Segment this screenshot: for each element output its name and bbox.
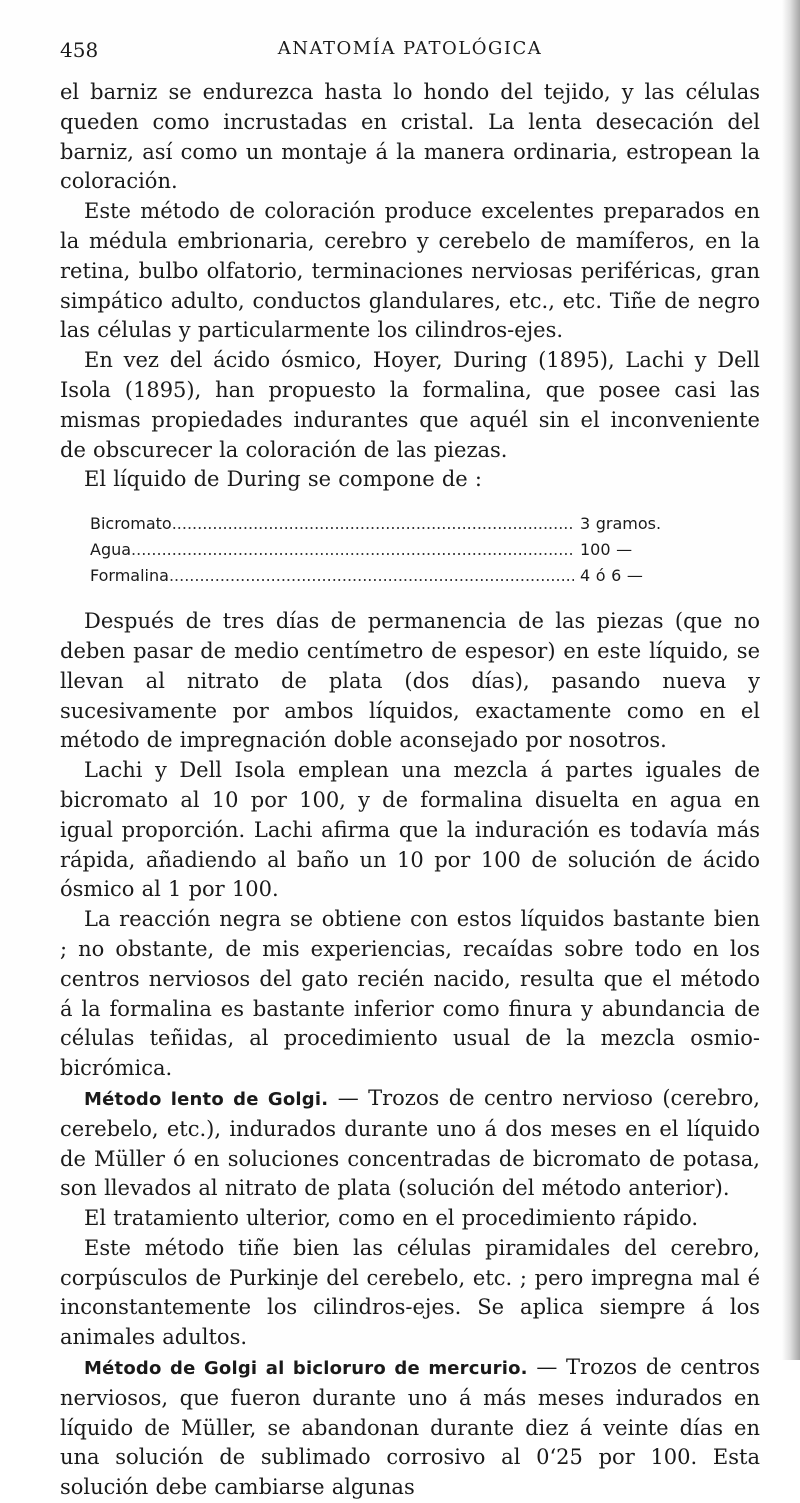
dot-leader (169, 563, 574, 589)
paragraph-4: El líquido de During se compone de : (84, 467, 482, 492)
paragraph-8-text: — Trozos de centro nervioso (cerebro, cerebelo, etc.), indurados durante uno á dos meses en el líquido de Müller ó en soluciones concentradas de bicromato de potasa, son llevados al nitrato de plata (solución del método anterior). (60, 1085, 760, 1201)
paragraph-8 (60, 1084, 760, 1204)
paragraph-6: Lachi y Dell Isola emplean una mezcla á partes iguales de bicromato al 10 por 100, y de formalina disuelta en agua en igual proporción. Lachi afirma que la induración es todavía más rápida, añadiendo al baño un 10 por 100 de solución de ácido ósmico al 1 por 100. (60, 758, 760, 902)
formula-quantity: 4 ó 6 — (580, 566, 643, 586)
body-text (60, 78, 760, 1503)
dot-leader (131, 537, 574, 563)
page-header (60, 34, 760, 64)
formula-row-agua (90, 537, 690, 563)
paragraph-10: Este método tiñe bien las células piramidales del cerebro, corpúsculos de Purkinje del cerebelo, etc. ; pero impregna mal é inconstantemente los cilindros-ejes. Se aplica siempre á los animales adultos. (60, 1235, 760, 1350)
page-number: 458 (60, 38, 99, 62)
paragraph-11 (60, 1353, 760, 1503)
paragraph-2: Este método de coloración produce excelentes preparados en la médula embrionaria, cerebro y cerebelo de mamíferos, en la retina, bulbo olfatorio, terminaciones nerviosas periféricas, gran simpático adulto, conductos glandulares, etc., etc. Tiñe de negro las células y particularmente los cilindros-ejes. (60, 199, 760, 343)
running-head: ANATOMÍA PATOLÓGICA (277, 38, 543, 59)
formula-ingredient: Agua (90, 540, 132, 560)
formula-row-formalina (90, 563, 690, 589)
formula-quantity: 100 — (580, 540, 633, 560)
formula-ingredient: Formalina (90, 566, 169, 586)
formula-quantity: 3 gramos. (580, 514, 662, 534)
paragraph-5: Después de tres días de permanencia de las piezas (que no deben pasar de medio centímetro de espesor) en este líquido, se llevan al nitrato de plata (dos días), pasando nueva y sucesivamente por ambos líquidos, exactamente como en el método de impregnación doble aconsejado por nosotros. (60, 609, 760, 753)
dot-leader (172, 511, 574, 537)
section-heading-bicloruro: Método de Golgi al bicloruro de mercurio. (84, 1358, 528, 1380)
paragraph-3: En vez del ácido ósmico, Hoyer, During (1895), Lachi y Dell Isola (1895), han propuesto la formalina, que posee casi las mismas propiedades indurantes que aquél sin el inconveniente de obscurecer la coloración de las piezas. (60, 348, 760, 462)
paragraph-1: el barniz se endurezca hasta lo hondo del tejido, y las células queden como incrustadas en cristal. La lenta desecación del barniz, así como un montaje á la manera ordinaria, estropean la coloración. (60, 80, 760, 194)
page-edge-shadow (782, 0, 800, 1360)
formula-row-bicromato (90, 511, 690, 537)
section-heading-metodo-lento: Método lento de Golgi. (84, 1088, 329, 1110)
paragraph-11-text: — Trozos de centros nerviosos, que fueron durante uno á más meses indurados en líquido de Müller, se abandonan durante diez á veinte días en una solución de sublimado corrosivo al 0‘25 por 100. Esta solución debe cambiarse algunas (60, 1355, 761, 1500)
during-formula (60, 511, 760, 589)
formula-ingredient: Bicromato (90, 514, 172, 534)
paragraph-7: La reacción negra se obtiene con estos líquidos bastante bien ; no obstante, de mis experiencias, recaídas sobre todo en los centros nerviosos del gato recién nacido, resulta que el método á la formalina es bastante inferior como finura y abundancia de células teñidas, al procedimiento usual de la mezcla osmio-bicrómica. (60, 907, 760, 1081)
paragraph-9: El tratamiento ulterior, como en el procedimiento rápido. (84, 1206, 699, 1231)
